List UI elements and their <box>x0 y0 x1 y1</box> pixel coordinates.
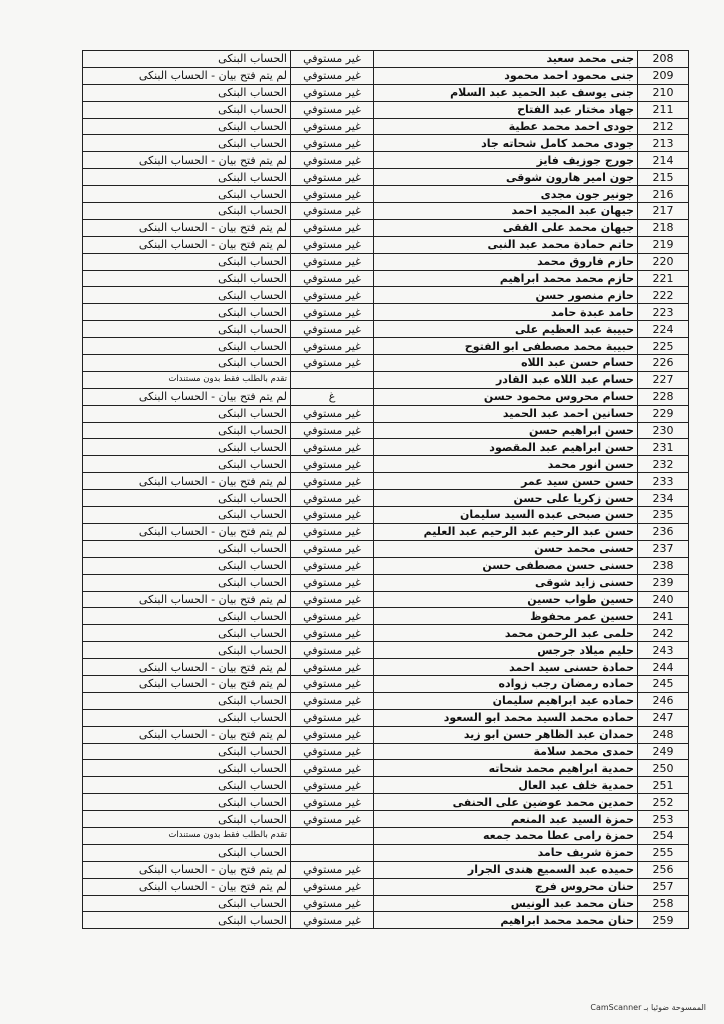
name-cell: جون امير هارون شوقى <box>374 169 638 186</box>
table-row <box>83 203 689 220</box>
note-cell: الحساب البنكى <box>83 253 291 270</box>
number-cell: 224 <box>638 321 689 338</box>
name-cell: حنان محمد عبد الونيس <box>374 895 638 912</box>
number-cell: 221 <box>638 270 689 287</box>
table-row <box>83 523 689 540</box>
name-cell: حنان محمد محمد ابراهيم <box>374 912 638 929</box>
name-cell: حميده عبد السميع هندى الجرار <box>374 861 638 878</box>
note-cell: الحساب البنكى <box>83 355 291 372</box>
note-cell: الحساب البنكى <box>83 557 291 574</box>
name-cell: حسام حسن عبد اللاه <box>374 355 638 372</box>
table-row <box>83 878 689 895</box>
table-row <box>83 642 689 659</box>
number-cell: 208 <box>638 51 689 68</box>
status-cell: غير مستوفي <box>291 355 374 372</box>
number-cell: 247 <box>638 709 689 726</box>
name-cell: حبيبة محمد مصطفى ابو الفتوح <box>374 338 638 355</box>
number-cell: 234 <box>638 490 689 507</box>
note-cell: الحساب البنكى <box>83 743 291 760</box>
name-cell: حسام محروس محمود حسن <box>374 388 638 405</box>
number-cell: 251 <box>638 777 689 794</box>
status-cell: غير مستوفي <box>291 692 374 709</box>
table-row <box>83 236 689 253</box>
note-cell: لم يتم فتح بيان - الحساب البنكى <box>83 726 291 743</box>
number-cell: 253 <box>638 811 689 828</box>
note-cell: لم يتم فتح بيان - الحساب البنكى <box>83 675 291 692</box>
note-cell: الحساب البنكى <box>83 405 291 422</box>
number-cell: 209 <box>638 67 689 84</box>
number-cell: 257 <box>638 878 689 895</box>
note-cell: الحساب البنكى <box>83 574 291 591</box>
table-row <box>83 135 689 152</box>
number-cell: 210 <box>638 84 689 101</box>
table-row <box>83 51 689 68</box>
table-row <box>83 692 689 709</box>
note-cell: الحساب البنكى <box>83 338 291 355</box>
table-row <box>83 507 689 524</box>
status-cell: غير مستوفي <box>291 709 374 726</box>
status-cell: غير مستوفي <box>291 878 374 895</box>
name-cell: حنان محروس فرج <box>374 878 638 895</box>
note-cell: الحساب البنكى <box>83 490 291 507</box>
name-cell: جونير جون مجدى <box>374 186 638 203</box>
note-cell: الحساب البنكى <box>83 118 291 135</box>
name-cell: جودى محمد كامل شحاته جاد <box>374 135 638 152</box>
status-cell: غير مستوفي <box>291 203 374 220</box>
status-cell: غير مستوفي <box>291 861 374 878</box>
note-cell: الحساب البنكى <box>83 608 291 625</box>
name-cell: حسين طواب حسين <box>374 591 638 608</box>
status-cell: غير مستوفي <box>291 743 374 760</box>
status-cell: غير مستوفي <box>291 591 374 608</box>
name-cell: حازم فاروق محمد <box>374 253 638 270</box>
table-row <box>83 388 689 405</box>
table-row <box>83 811 689 828</box>
name-cell: حسن ابراهيم عبد المقصود <box>374 439 638 456</box>
note-cell: الحساب البنكى <box>83 895 291 912</box>
number-cell: 225 <box>638 338 689 355</box>
table-row <box>83 321 689 338</box>
number-cell: 245 <box>638 675 689 692</box>
number-cell: 211 <box>638 101 689 118</box>
number-cell: 243 <box>638 642 689 659</box>
number-cell: 222 <box>638 287 689 304</box>
name-cell: جهاد مختار عبد الفتاح <box>374 101 638 118</box>
status-cell: غير مستوفي <box>291 253 374 270</box>
status-cell: غير مستوفي <box>291 456 374 473</box>
note-cell: لم يتم فتح بيان - الحساب البنكى <box>83 152 291 169</box>
status-cell <box>291 844 374 861</box>
number-cell: 216 <box>638 186 689 203</box>
name-cell: حسنى محمد حسن <box>374 540 638 557</box>
name-cell: حماده عيد ابراهيم سليمان <box>374 692 638 709</box>
status-cell: غير مستوفي <box>291 135 374 152</box>
number-cell: 223 <box>638 304 689 321</box>
number-cell: 254 <box>638 827 689 844</box>
name-cell: حماده رمضان رجب زواده <box>374 675 638 692</box>
number-cell: 238 <box>638 557 689 574</box>
status-cell: غير مستوفي <box>291 794 374 811</box>
name-cell: جيهان محمد على الفقى <box>374 219 638 236</box>
note-cell: لم يتم فتح بيان - الحساب البنكى <box>83 236 291 253</box>
note-cell: لم يتم فتح بيان - الحساب البنكى <box>83 473 291 490</box>
table-row <box>83 895 689 912</box>
number-cell: 226 <box>638 355 689 372</box>
note-cell: تقدم بالطلب فقط بدون مستندات <box>83 371 291 388</box>
status-cell: غير مستوفي <box>291 557 374 574</box>
status-cell: غير مستوفي <box>291 608 374 625</box>
status-cell: غير مستوفي <box>291 777 374 794</box>
number-cell: 241 <box>638 608 689 625</box>
number-cell: 233 <box>638 473 689 490</box>
table-row <box>83 169 689 186</box>
number-cell: 213 <box>638 135 689 152</box>
note-cell: الحساب البنكى <box>83 760 291 777</box>
name-cell: حسن عبد الرحيم عبد الرحيم عبد العليم <box>374 523 638 540</box>
number-cell: 228 <box>638 388 689 405</box>
number-cell: 217 <box>638 203 689 220</box>
table-row <box>83 456 689 473</box>
name-cell: حاتم حمادة محمد عبد النبى <box>374 236 638 253</box>
status-cell: غير مستوفي <box>291 507 374 524</box>
table-row <box>83 186 689 203</box>
table-row <box>83 84 689 101</box>
note-cell: الحساب البنكى <box>83 203 291 220</box>
note-cell: الحساب البنكى <box>83 912 291 929</box>
name-cell: حسن زكريا على حسن <box>374 490 638 507</box>
note-cell: الحساب البنكى <box>83 625 291 642</box>
number-cell: 239 <box>638 574 689 591</box>
status-cell: غير مستوفي <box>291 760 374 777</box>
name-cell: حمزة رامى عطا محمد جمعه <box>374 827 638 844</box>
number-cell: 236 <box>638 523 689 540</box>
note-cell: لم يتم فتح بيان - الحساب البنكى <box>83 591 291 608</box>
table-row <box>83 557 689 574</box>
name-cell: حسن انور محمد <box>374 456 638 473</box>
name-cell: حماده محمد السيد محمد ابو السعود <box>374 709 638 726</box>
table-row <box>83 67 689 84</box>
status-cell: غير مستوفي <box>291 439 374 456</box>
status-cell: غير مستوفي <box>291 523 374 540</box>
table-row <box>83 118 689 135</box>
note-cell: الحساب البنكى <box>83 811 291 828</box>
status-cell: غير مستوفي <box>291 574 374 591</box>
number-cell: 229 <box>638 405 689 422</box>
name-cell: حبيبة عبد العظيم على <box>374 321 638 338</box>
name-cell: حمادة حسنى سيد احمد <box>374 659 638 676</box>
name-cell: جورج جوزيف فايز <box>374 152 638 169</box>
table-row <box>83 473 689 490</box>
table-row <box>83 439 689 456</box>
status-cell: غير مستوفي <box>291 473 374 490</box>
number-cell: 219 <box>638 236 689 253</box>
roster-table <box>82 50 689 929</box>
name-cell: حمزة شريف حامد <box>374 844 638 861</box>
note-cell: لم يتم فتح بيان - الحساب البنكى <box>83 878 291 895</box>
status-cell: غير مستوفي <box>291 422 374 439</box>
table-row <box>83 270 689 287</box>
note-cell: تقدم بالطلب فقط بدون مستندات <box>83 827 291 844</box>
name-cell: جنى محمود احمد محمود <box>374 67 638 84</box>
status-cell: غير مستوفي <box>291 490 374 507</box>
status-cell: غير مستوفي <box>291 642 374 659</box>
name-cell: حازم منصور حسن <box>374 287 638 304</box>
table-row <box>83 777 689 794</box>
status-cell: غير مستوفي <box>291 811 374 828</box>
status-cell: غير مستوفي <box>291 51 374 68</box>
note-cell: لم يتم فتح بيان - الحساب البنكى <box>83 388 291 405</box>
table-row <box>83 608 689 625</box>
status-cell: غ <box>291 388 374 405</box>
name-cell: حسانين احمد عبد الحميد <box>374 405 638 422</box>
name-cell: حمزة السيد عبد المنعم <box>374 811 638 828</box>
table-row <box>83 152 689 169</box>
roster-sheet <box>82 50 686 929</box>
scanner-footer: CamScanner الممسوحة ضوئيا بـ <box>590 1003 706 1012</box>
number-cell: 220 <box>638 253 689 270</box>
number-cell: 232 <box>638 456 689 473</box>
number-cell: 255 <box>638 844 689 861</box>
name-cell: حسام عبد اللاه عبد القادر <box>374 371 638 388</box>
note-cell: الحساب البنكى <box>83 287 291 304</box>
number-cell: 246 <box>638 692 689 709</box>
status-cell <box>291 371 374 388</box>
status-cell: غير مستوفي <box>291 659 374 676</box>
number-cell: 231 <box>638 439 689 456</box>
status-cell: غير مستوفي <box>291 405 374 422</box>
number-cell: 244 <box>638 659 689 676</box>
status-cell: غير مستوفي <box>291 169 374 186</box>
name-cell: حسن حسن سيد عمر <box>374 473 638 490</box>
number-cell: 259 <box>638 912 689 929</box>
number-cell: 230 <box>638 422 689 439</box>
table-row <box>83 574 689 591</box>
table-row <box>83 540 689 557</box>
name-cell: حمدان عبد الظاهر حسن ابو زيد <box>374 726 638 743</box>
status-cell: غير مستوفي <box>291 540 374 557</box>
number-cell: 218 <box>638 219 689 236</box>
status-cell: غير مستوفي <box>291 186 374 203</box>
table-row <box>83 675 689 692</box>
table-row <box>83 844 689 861</box>
note-cell: لم يتم فتح بيان - الحساب البنكى <box>83 523 291 540</box>
name-cell: جنى محمد سعيد <box>374 51 638 68</box>
name-cell: حسنى حسن مصطفى حسن <box>374 557 638 574</box>
number-cell: 248 <box>638 726 689 743</box>
note-cell: الحساب البنكى <box>83 186 291 203</box>
table-row <box>83 371 689 388</box>
status-cell: غير مستوفي <box>291 321 374 338</box>
note-cell: الحساب البنكى <box>83 135 291 152</box>
name-cell: جيهان عبد المجيد احمد <box>374 203 638 220</box>
table-row <box>83 355 689 372</box>
table-row <box>83 861 689 878</box>
note-cell: الحساب البنكى <box>83 692 291 709</box>
name-cell: حسين عمر محفوظ <box>374 608 638 625</box>
name-cell: حمدية ابراهيم محمد شحاته <box>374 760 638 777</box>
table-row <box>83 726 689 743</box>
table-row <box>83 794 689 811</box>
status-cell: غير مستوفي <box>291 287 374 304</box>
table-row <box>83 709 689 726</box>
note-cell: الحساب البنكى <box>83 84 291 101</box>
status-cell: غير مستوفي <box>291 726 374 743</box>
table-row <box>83 625 689 642</box>
note-cell: الحساب البنكى <box>83 321 291 338</box>
name-cell: حليم ميلاد جرجس <box>374 642 638 659</box>
status-cell: غير مستوفي <box>291 152 374 169</box>
status-cell: غير مستوفي <box>291 304 374 321</box>
number-cell: 215 <box>638 169 689 186</box>
status-cell: غير مستوفي <box>291 338 374 355</box>
status-cell <box>291 827 374 844</box>
table-row <box>83 253 689 270</box>
roster-body <box>83 51 689 929</box>
name-cell: حمدية خلف عبد العال <box>374 777 638 794</box>
status-cell: غير مستوفي <box>291 101 374 118</box>
note-cell: لم يتم فتح بيان - الحساب البنكى <box>83 861 291 878</box>
table-row <box>83 743 689 760</box>
number-cell: 256 <box>638 861 689 878</box>
status-cell: غير مستوفي <box>291 236 374 253</box>
status-cell: غير مستوفي <box>291 895 374 912</box>
table-row <box>83 304 689 321</box>
number-cell: 249 <box>638 743 689 760</box>
name-cell: حسنى زايد شوقى <box>374 574 638 591</box>
name-cell: حلمى عبد الرحمن محمد <box>374 625 638 642</box>
number-cell: 235 <box>638 507 689 524</box>
note-cell: الحساب البنكى <box>83 439 291 456</box>
status-cell: غير مستوفي <box>291 675 374 692</box>
status-cell: غير مستوفي <box>291 912 374 929</box>
number-cell: 212 <box>638 118 689 135</box>
number-cell: 258 <box>638 895 689 912</box>
status-cell: غير مستوفي <box>291 84 374 101</box>
name-cell: حمدى محمد سلامة <box>374 743 638 760</box>
table-row <box>83 760 689 777</box>
note-cell: لم يتم فتح بيان - الحساب البنكى <box>83 219 291 236</box>
table-row <box>83 827 689 844</box>
status-cell: غير مستوفي <box>291 118 374 135</box>
note-cell: الحساب البنكى <box>83 507 291 524</box>
number-cell: 214 <box>638 152 689 169</box>
number-cell: 237 <box>638 540 689 557</box>
note-cell: لم يتم فتح بيان - الحساب البنكى <box>83 659 291 676</box>
note-cell: الحساب البنكى <box>83 101 291 118</box>
number-cell: 240 <box>638 591 689 608</box>
note-cell: الحساب البنكى <box>83 304 291 321</box>
table-row <box>83 219 689 236</box>
note-cell: لم يتم فتح بيان - الحساب البنكى <box>83 67 291 84</box>
table-row <box>83 591 689 608</box>
note-cell: الحساب البنكى <box>83 270 291 287</box>
note-cell: الحساب البنكى <box>83 169 291 186</box>
note-cell: الحساب البنكى <box>83 642 291 659</box>
note-cell: الحساب البنكى <box>83 422 291 439</box>
note-cell: الحساب البنكى <box>83 51 291 68</box>
status-cell: غير مستوفي <box>291 270 374 287</box>
note-cell: الحساب البنكى <box>83 540 291 557</box>
number-cell: 227 <box>638 371 689 388</box>
number-cell: 252 <box>638 794 689 811</box>
note-cell: الحساب البنكى <box>83 794 291 811</box>
table-row <box>83 101 689 118</box>
name-cell: حمدين محمد عوضين على الحنفى <box>374 794 638 811</box>
name-cell: حسن ابراهيم حسن <box>374 422 638 439</box>
table-row <box>83 912 689 929</box>
table-row <box>83 287 689 304</box>
note-cell: الحساب البنكى <box>83 456 291 473</box>
note-cell: الحساب البنكى <box>83 844 291 861</box>
number-cell: 250 <box>638 760 689 777</box>
status-cell: غير مستوفي <box>291 67 374 84</box>
table-row <box>83 490 689 507</box>
name-cell: حامد عبدة حامد <box>374 304 638 321</box>
table-row <box>83 422 689 439</box>
name-cell: حازم محمد محمد ابراهيم <box>374 270 638 287</box>
number-cell: 242 <box>638 625 689 642</box>
note-cell: الحساب البنكى <box>83 709 291 726</box>
table-row <box>83 659 689 676</box>
table-row <box>83 338 689 355</box>
name-cell: جنى يوسف عبد الحميد عبد السلام <box>374 84 638 101</box>
note-cell: الحساب البنكى <box>83 777 291 794</box>
status-cell: غير مستوفي <box>291 625 374 642</box>
status-cell: غير مستوفي <box>291 219 374 236</box>
table-row <box>83 405 689 422</box>
name-cell: جودى احمد محمد عطية <box>374 118 638 135</box>
name-cell: حسن صبحى عبده السيد سليمان <box>374 507 638 524</box>
